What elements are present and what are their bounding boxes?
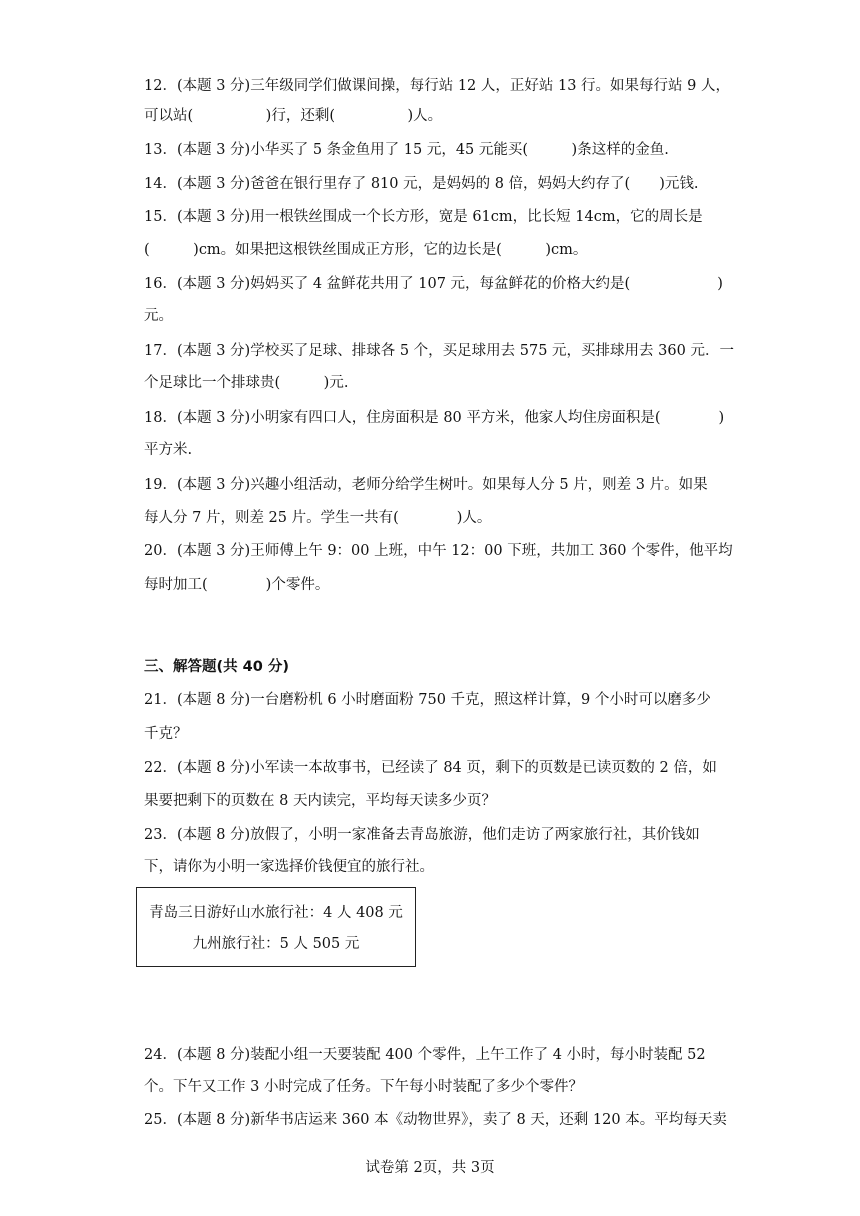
question-17-line-2: 个足球比一个排球贵( )元. bbox=[144, 375, 349, 391]
question-25-line-1: 25．(本题 8 分)新华书店运来 360 本《动物世界》，卖了 8 天，还剩 120 本。平均每天卖 bbox=[144, 1112, 727, 1128]
question-12-line-2: 可以站( )行，还剩( )人。 bbox=[144, 108, 443, 124]
question-15-line-2: ( )cm。如果把这根铁丝围成正方形，它的边长是( )cm。 bbox=[144, 242, 588, 258]
question-17-line-1: 17．(本题 3 分)学校买了足球、排球各 5 个，买足球用去 575 元，买排球用去 360 元．一 bbox=[144, 343, 734, 359]
question-16-line-2: 元。 bbox=[144, 308, 173, 324]
section-heading: 三、解答题(共 40 分) bbox=[144, 659, 290, 675]
question-23-line-2: 下，请你为小明一家选择价钱便宜的旅行社。 bbox=[144, 859, 434, 875]
agency-2-price: 九州旅行社：5 人 505 元 bbox=[192, 936, 360, 952]
question-24-line-2: 个。下午又工作 3 小时完成了任务。下午每小时装配了多少个零件？ bbox=[144, 1079, 583, 1095]
question-21-line-2: 千克？ bbox=[144, 726, 188, 742]
question-13: 13．(本题 3 分)小华买了 5 条金鱼用了 15 元，45 元能买( )条这样的金鱼. bbox=[144, 142, 669, 158]
question-15-line-1: 15．(本题 3 分)用一根铁丝围成一个长方形，宽是 61cm，比长短 14cm，它的周长是 bbox=[144, 209, 703, 225]
question-21-line-1: 21．(本题 8 分)一台磨粉机 6 小时磨面粉 750 千克，照这样计算，9 个小时可以磨多少 bbox=[144, 692, 711, 708]
question-18-line-1: 18．(本题 3 分)小明家有四口人，住房面积是 80 平方米，他家人均住房面积是( ) bbox=[144, 410, 725, 426]
question-12-line-1: 12．(本题 3 分)三年级同学们做课间操，每行站 12 人，正好站 13 行。如果每行站 9 人， bbox=[144, 78, 730, 94]
question-16-line-1: 16．(本题 3 分)妈妈买了 4 盆鲜花共用了 107 元，每盆鲜花的价格大约是( ) bbox=[144, 276, 723, 292]
question-18-line-2: 平方米. bbox=[144, 442, 193, 458]
question-24-line-1: 24．(本题 8 分)装配小组一天要装配 400 个零件，上午工作了 4 小时，每小时装配 52 bbox=[144, 1047, 706, 1063]
question-20-line-1: 20．(本题 3 分)王师傅上午 9：00 上班，中午 12：00 下班，共加工 360 个零件，他平均 bbox=[144, 543, 733, 559]
agency-1-price: 青岛三日游好山水旅行社：4 人 408 元 bbox=[149, 905, 403, 921]
question-20-line-2: 每时加工( )个零件。 bbox=[144, 577, 330, 593]
travel-agency-price-box bbox=[136, 887, 416, 967]
question-14: 14．(本题 3 分)爸爸在银行里存了 810 元，是妈妈的 8 倍，妈妈大约存了( )元钱. bbox=[144, 176, 699, 192]
question-23-line-1: 23．(本题 8 分)放假了，小明一家准备去青岛旅游，他们走访了两家旅行社，其价钱如 bbox=[144, 827, 700, 843]
question-19-line-1: 19．(本题 3 分)兴趣小组活动，老师分给学生树叶。如果每人分 5 片，则差 3 片。如果 bbox=[144, 477, 708, 493]
question-22-line-2: 果要把剩下的页数在 8 天内读完，平均每天读多少页？ bbox=[144, 793, 496, 809]
question-22-line-1: 22．(本题 8 分)小军读一本故事书，已经读了 84 页，剩下的页数是已读页数的 2 倍，如 bbox=[144, 760, 717, 776]
question-19-line-2: 每人分 7 片，则差 25 片。学生一共有( )人。 bbox=[144, 510, 492, 526]
page-footer: 试卷第 2页，共 3页 bbox=[365, 1160, 495, 1176]
